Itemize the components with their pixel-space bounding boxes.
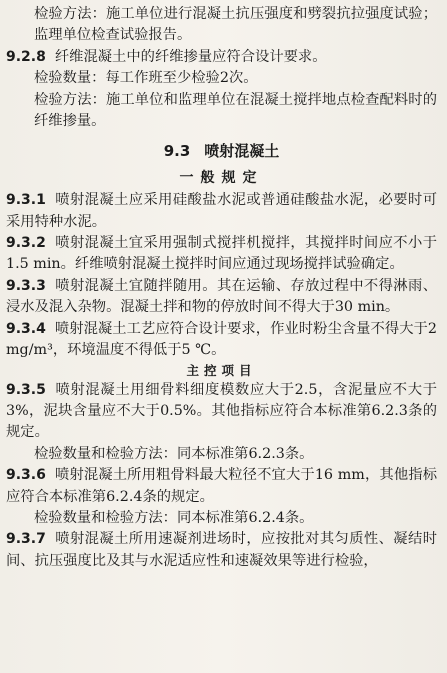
paragraph-text: 检验方法：施工单位进行混凝土抗压强度和劈裂抗拉强度试验；监理单位检查试验报告。 bbox=[34, 6, 437, 44]
clause-number: 9.3.2 bbox=[6, 235, 46, 252]
clause-number: 9.3.7 bbox=[6, 531, 46, 548]
body-paragraph bbox=[6, 90, 437, 133]
paragraph-text: 检验方法：施工单位和监理单位在混凝土搅拌地点检查配料时的纤维掺量。 bbox=[34, 91, 437, 130]
clause-number: 9.3.5 bbox=[6, 381, 46, 398]
clause-paragraph bbox=[6, 465, 437, 508]
section-number: 9.3 bbox=[163, 142, 191, 161]
clause-number: 9.3.6 bbox=[6, 467, 46, 484]
paragraph-text: 喷射混凝土工艺应符合设计要求，作业时粉尘含量不得大于2 mg/m³，环境温度不得低于5 ℃。 bbox=[6, 320, 437, 359]
subheading: 主控项目 bbox=[186, 362, 257, 378]
clause-paragraph bbox=[6, 529, 437, 572]
paragraph-text: 喷射混凝土应采用硅酸盐水泥或普通硅酸盐水泥，必要时可采用特种水泥。 bbox=[6, 192, 437, 230]
clause-paragraph bbox=[6, 380, 437, 444]
clause-number: 9.3.1 bbox=[6, 192, 46, 209]
subheading: 一般规定 bbox=[179, 169, 264, 186]
clause-paragraph bbox=[6, 319, 437, 362]
clause-paragraph bbox=[6, 276, 437, 319]
clause-number: 9.2.8 bbox=[6, 48, 46, 65]
body-paragraph bbox=[6, 4, 437, 47]
paragraph-text: 喷射混凝土宜随拌随用。其在运输、存放过程中不得淋雨、浸水及混入杂物。混凝土拌和物的停放时间不得大于30 min。 bbox=[6, 277, 437, 316]
body-paragraph bbox=[6, 444, 437, 465]
clause-paragraph bbox=[6, 233, 437, 276]
clause-paragraph bbox=[6, 190, 437, 233]
clause-number: 9.3.4 bbox=[6, 320, 46, 337]
paragraph-text: 检验数量和检验方法：同本标准第6.2.4条。 bbox=[34, 509, 314, 526]
body-paragraph bbox=[6, 508, 437, 529]
clause-number: 9.3.3 bbox=[6, 277, 46, 294]
paragraph-text: 喷射混凝土所用粗骨料最大粒径不宜大于16 mm，其他指标应符合本标准第6.2.4条的规定。 bbox=[6, 467, 437, 505]
paragraph-text: 纤维混凝土中的纤维掺量应符合设计要求。 bbox=[54, 48, 327, 65]
paragraph-text: 检验数量：每工作班至少检验2次。 bbox=[34, 70, 258, 87]
paragraph-text: 喷射混凝土所用速凝剂进场时，应按批对其匀质性、凝结时间、抗压强度比及其与水泥适应性和速凝效果等进行检验， bbox=[6, 531, 437, 569]
section-heading bbox=[6, 141, 437, 162]
section-title-text: 喷射混凝土 bbox=[204, 142, 280, 161]
paragraph-text: 喷射混凝土用细骨料细度模数应大于2.5，含泥量应不大于3%，泥块含量应不大于0.5%。其他指标应符合本标准第6.2.3条的规定。 bbox=[6, 381, 437, 441]
body-paragraph bbox=[6, 68, 437, 89]
clause-paragraph bbox=[6, 47, 437, 68]
paragraph-text: 喷射混凝土宜采用强制式搅拌机搅拌，其搅拌时间应不小于1.5 min。纤维喷射混凝土搅拌时间应通过现场搅拌试验确定。 bbox=[6, 235, 437, 273]
paragraph-text: 检验数量和检验方法：同本标准第6.2.3条。 bbox=[34, 445, 314, 462]
